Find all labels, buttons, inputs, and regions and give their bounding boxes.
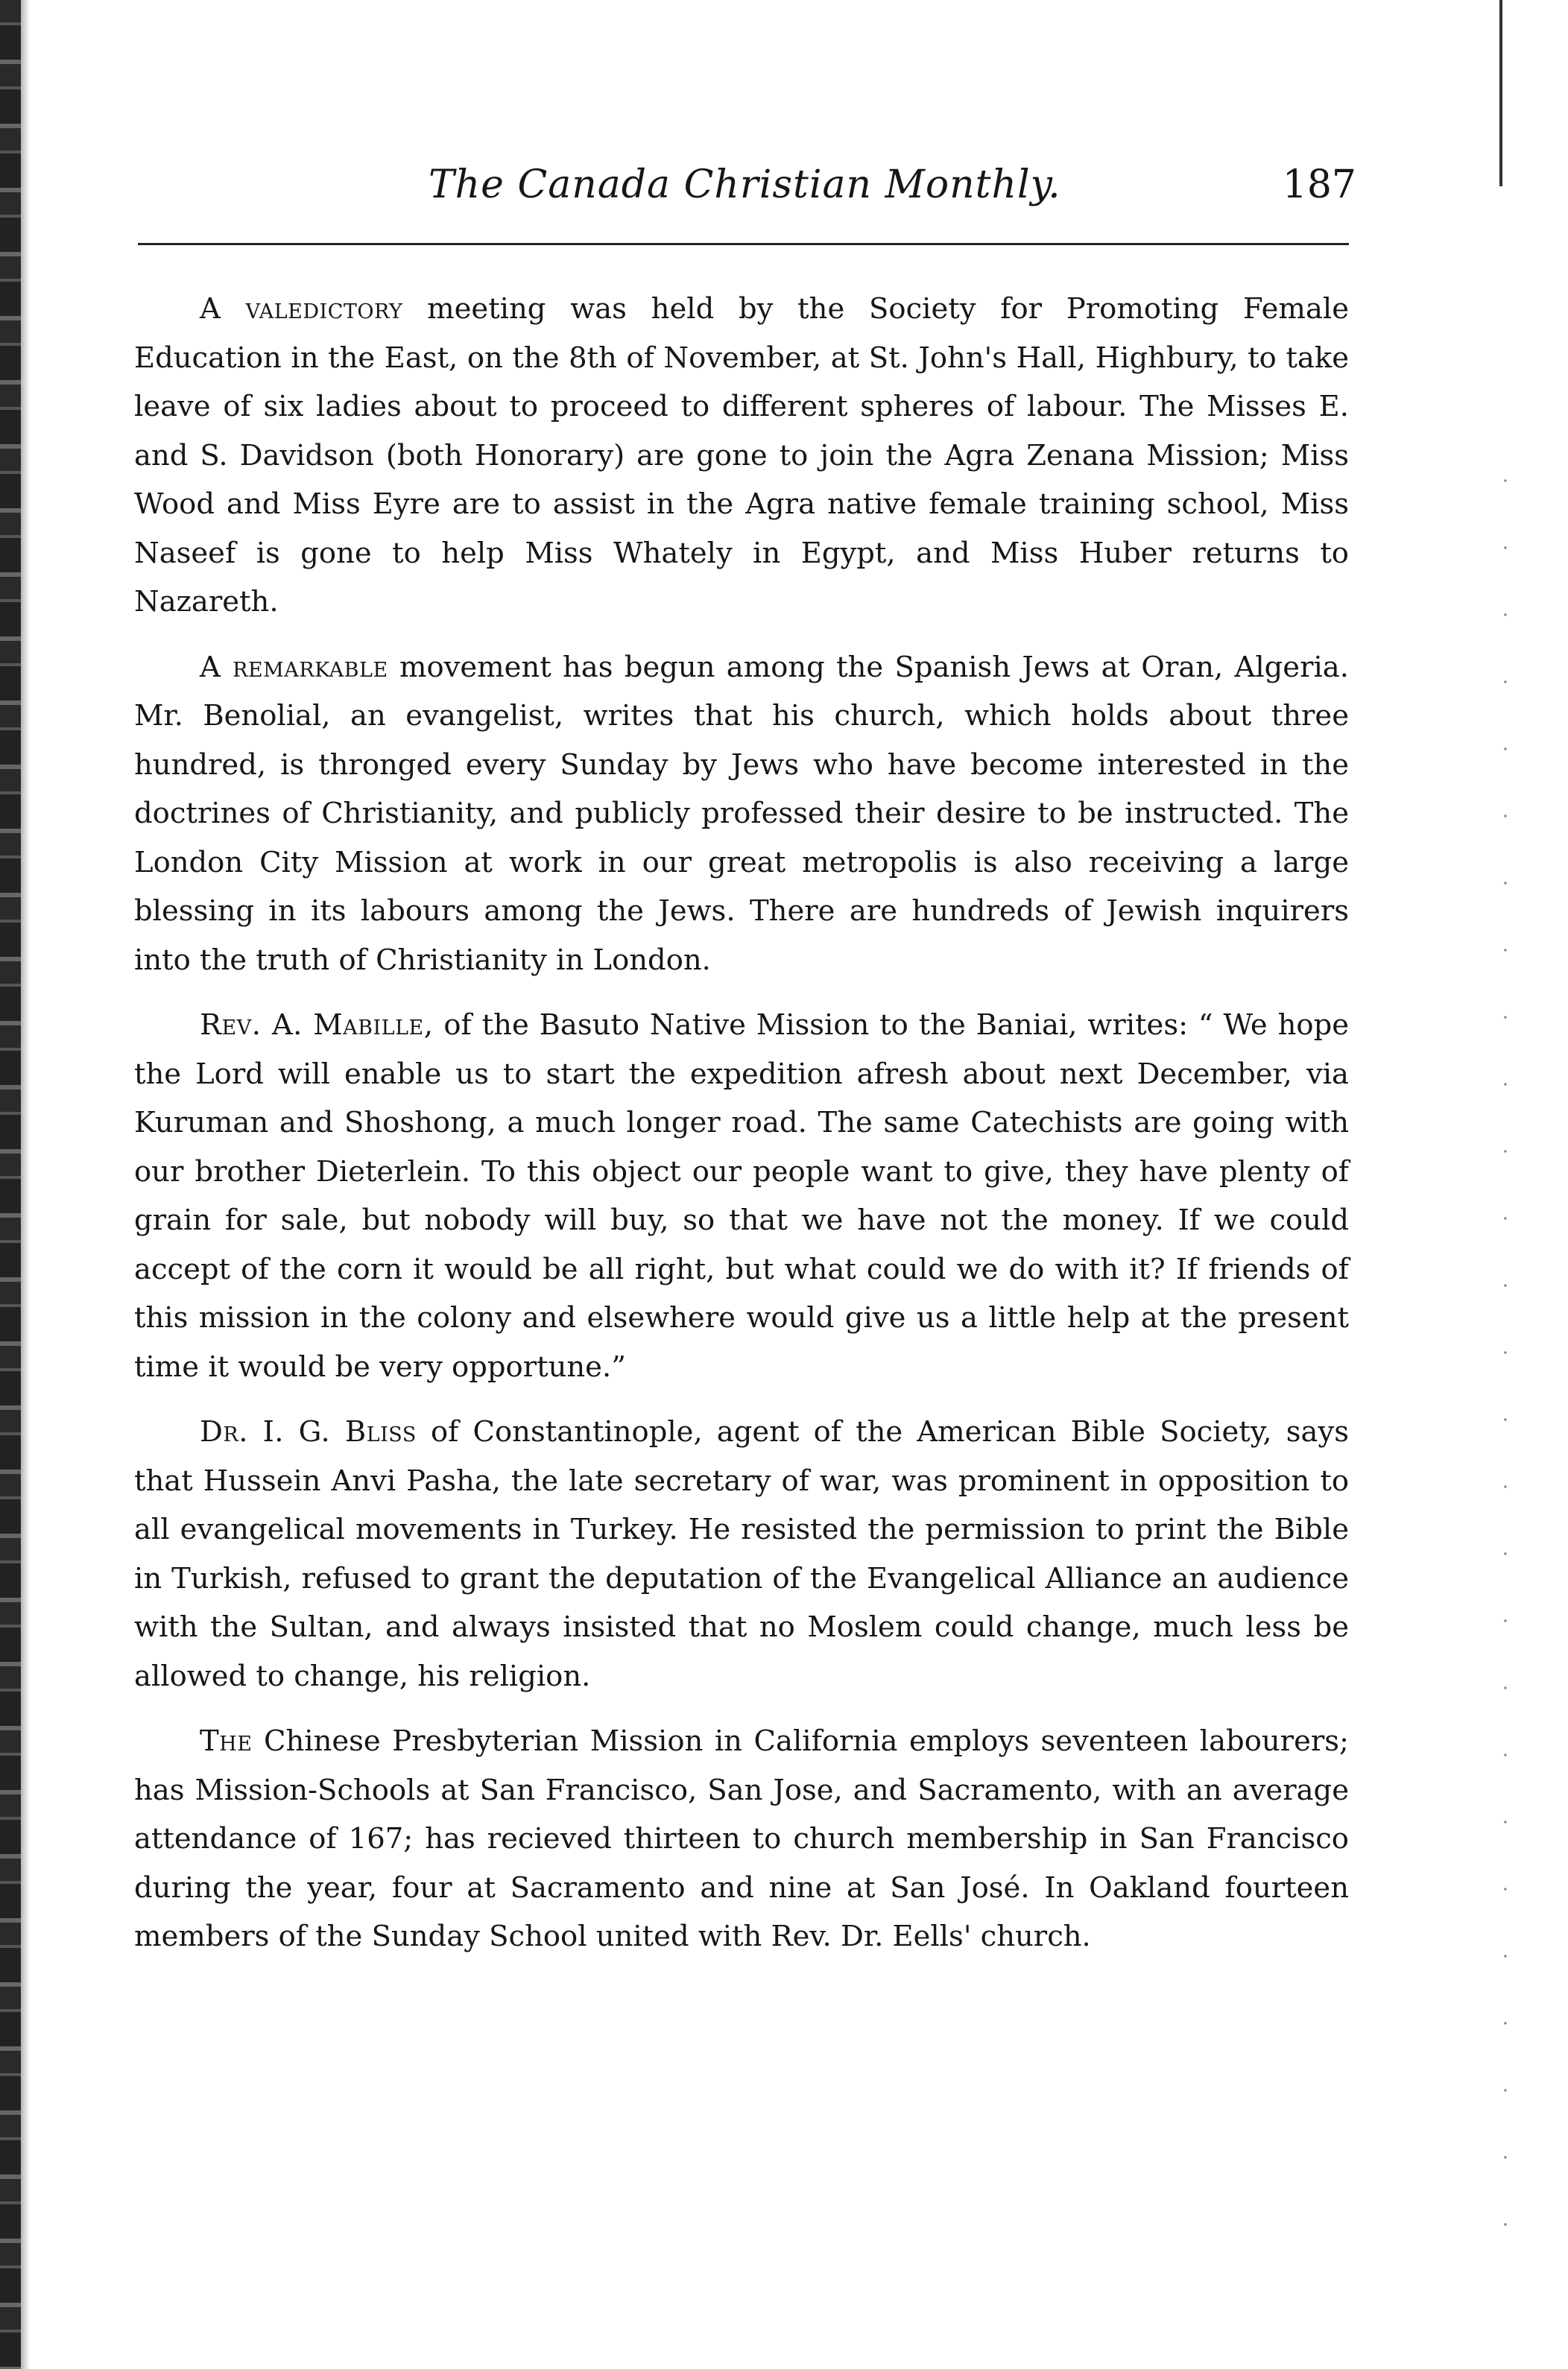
paragraph-lead: A valedictory [200, 292, 403, 326]
paragraph-chinese-mission [134, 1717, 1349, 1961]
paragraph-text: of the Basuto Native Mission to the Baniai, writes: “ We hope the Lord will enable us to start the expedition afresh about next December, via Kuruman and Shoshong, a much longer road. The same Catechists are going with our brother Dieterlein. To this object our people want to give, they have plenty of grain for sale, but nobody will buy, so that we have not the money. If we could accept of the corn it would be all right, but what could we do with it? If friends of this mission in the colony and elsewhere would give us a little help at the present time it would be very opportune.” [134, 1008, 1350, 1384]
page-number: 187 [1282, 162, 1356, 207]
paragraph-text: Chinese Presbyterian Mission in California employs seventeen labourers; has Mission-Schools at San Francisco, San Jose, and Sacramento, with an average attendance of 167; has recieved thirteen to church membership in San Francisco during the year, four at Sacramento and nine at San José. In Oakland fourteen members of the Sunday School united with Rev. Dr. Eells' church. [134, 1724, 1349, 1953]
paragraph-lead: The [200, 1724, 253, 1758]
paragraph-lead: Dr. I. G. Bliss [200, 1415, 417, 1449]
paragraph-text: of Constantinople, agent of the American Bible Society, says that Hussein Anvi Pasha, the late secretary of war, was prominent in opposition to all evangelical movements in Turkey. He resisted the permission to print the Bible in Turkish, refused to grant the deputation of the Evangelical Alliance an audience with the Sultan, and always insisted that no Moslem could change, much less be allowed to change, his religion. [134, 1415, 1350, 1693]
paragraph-valedictory [134, 285, 1349, 627]
paragraph-remarkable [134, 643, 1349, 985]
article-body [134, 285, 1349, 1978]
paragraph-text: movement has begun among the Spanish Jews at Oran, Algeria. Mr. Benolial, an evangelist, writes that his church, which holds about three hundred, is thronged every Sunday by Jews who have become interested in the doctrines of Christianity, and publicly professed their desire to be instructed. The London City Mission at work in our great metropolis is also receiving a large blessing in its labours among the Jews. There are hundreds of Jewish inquirers into the truth of Christianity in London. [134, 650, 1349, 977]
margin-specks [1490, 447, 1520, 2236]
paragraph-lead: A remarkable [200, 650, 388, 684]
margin-rule [1499, 0, 1502, 186]
paragraph-lead: Rev. A. Mabille, [200, 1008, 434, 1042]
header-rule [138, 243, 1349, 245]
journal-title: The Canada Christian Monthly. [429, 162, 1061, 207]
running-header [134, 162, 1356, 222]
paragraph-mabille [134, 1001, 1349, 1391]
page-binding-edge [0, 0, 21, 2369]
paragraph-bliss [134, 1408, 1349, 1701]
binding-shadow [21, 0, 30, 2369]
paragraph-text: meeting was held by the Society for Promoting Female Education in the East, on the 8th of November, at St. John's Hall, Highbury, to take leave of six ladies about to proceed to different spheres of labour. The Misses E. and S. Davidson (both Honorary) are gone to join the Agra Zenana Mission; Miss Wood and Miss Eyre are to assist in the Agra native female training school, Miss Naseef is gone to help Miss Whately in Egypt, and Miss Huber returns to Nazareth. [134, 292, 1349, 619]
